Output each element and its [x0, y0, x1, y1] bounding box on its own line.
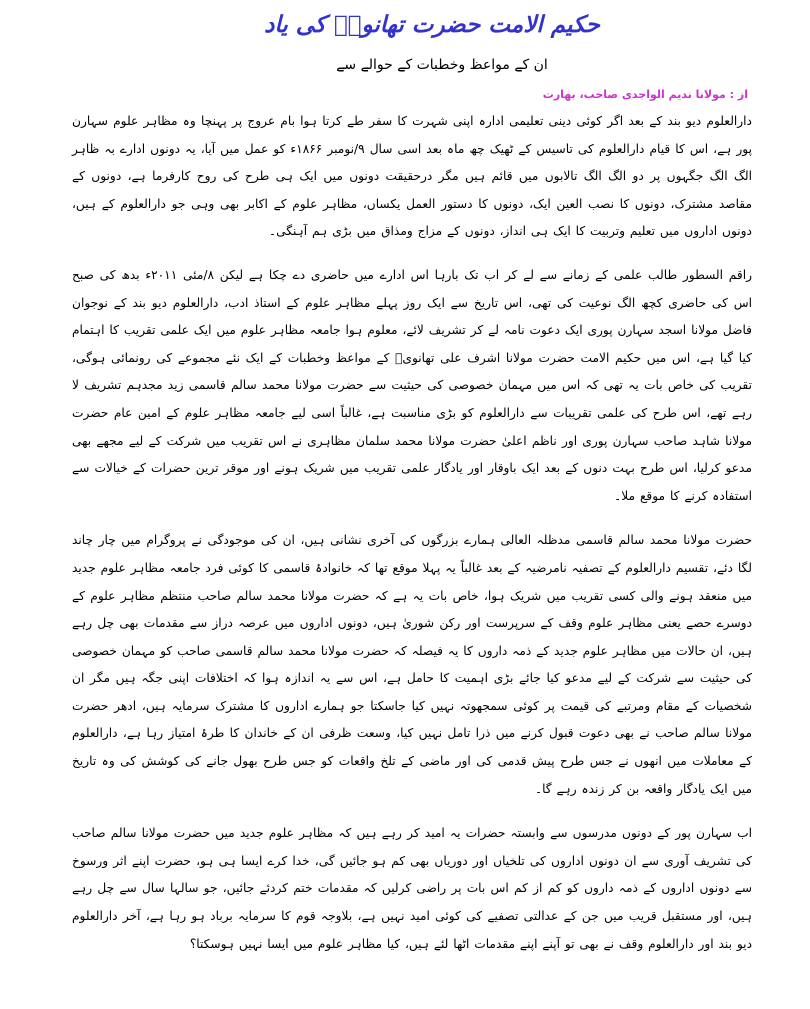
paragraph-1: دارالعلوم دیو بند کے بعد اگر کوئی دینی تعلیمی ادارہ اپنی شہرت کا سفر طے کرتا ہوا بام عروج پر پہنچا وہ مظاہر علوم سہارن پور ہے، اس کا قیام دارالعلوم کی تاسیس کے ٹھیک چھ ماہ بعد اسی سال ۹/نومبر ۱۸۶۶ء کو عمل میں آیا، یہ دونوں ادارے بہ ظاہر الگ الگ جگہوں پر دو الگ الگ تالابوں میں قائم ہیں مگر درحقیقت دونوں میں ایک ہی طرح کی روح کارفرما ہے، دونوں کے مقاصد مشترک، دونوں کا نصب العین ایک، دونوں کا دستور العمل یکساں، مظاہر علوم کے اکابر بھی وہی جو دارالعلوم کے ہیں، دونوں اداروں میں تعلیم وتربیت کا ایک ہی انداز، دونوں کے مزاج ومذاق میں بڑی ہم آہنگی۔: [72, 114, 752, 239]
article-body: [72, 108, 752, 958]
author-byline: از : مولانا ندیم الواجدی صاحب، بھارت: [542, 88, 748, 101]
paragraph-3: حضرت مولانا محمد سالم قاسمی مدظلہ العالی ہمارے بزرگوں کی آخری نشانی ہیں، ان کی موجودگی نے پروگرام میں چار چاند لگا دئے، تقسیم دارالعلوم کے تصفیہ نامرضیہ کے بعد غالباً یہ پہلا موقع تھا کہ خانوادۂ قاسمی کا کوئی فرد جامعہ مظاہر علوم جدید میں منعقد ہونے والی کسی تقریب میں شریک ہوا، خاص بات یہ ہے کہ حضرت مولانا محمد سالم صاحب منتظم مظاہر علوم کے دوسرے حصے یعنی مظاہر علوم وقف کے سرپرست اور رکن شوریٰ ہیں، دونوں اداروں میں عرصہ دراز سے مقدمات بھی چل رہے ہیں، ان حالات میں مظاہر علوم جدید کے ذمہ داروں کا یہ فیصلہ کہ حضرت مولانا محمد سالم قاسمی صاحب کو مہمان خصوصی کی حیثیت سے شرکت کے لیے مدعو کیا جائے بڑی اہمیت کا حامل ہے، اس سے یہ اندازہ ہوا کہ اختلافات اپنی جگہ ہیں مگر ان شخصیات کے مقام ومرتبے کی قیمت پر کوئی سمجھوتہ نہیں کیا جاسکتا جو ہمارے اداروں کا مشترک سرمایہ ہیں، ادھر حضرت مولانا سالم صاحب نے بھی دعوت قبول کرنے میں ذرا تامل نہیں کیا، وسعت ظرفی ان کے خاندان کا طرۂ امتیاز رہا ہے، دارالعلوم کے معاملات میں انھوں نے جس طرح پیش قدمی کی اور ماضی کے تلخ واقعات کو جس طرح بھول جانے کی کوشش کی وہ تاریخ میں ایک یادگار واقعہ بن کر زندہ رہے گا۔: [72, 533, 752, 796]
paragraph-2: راقم السطور طالب علمی کے زمانے سے لے کر اب تک بارہا اس ادارے میں حاضری دے چکا ہے لیکن ۸/مئی ۲۰۱۱ء بدھ کی صبح اس کی حاضری کچھ الگ نوعیت کی تھی، اس تاریخ سے ایک روز پہلے مظاہر علوم کے استاذ ادب، دارالعلوم دیو بند کے نوجوان فاضل مولانا اسجد سہارن پوری ایک دعوت نامہ لے کر تشریف لائے، معلوم ہوا جامعہ مظاہر علوم میں ایک علمی تقریب کا اہتمام کیا گیا ہے، اس میں حکیم الامت حضرت مولانا اشرف علی تھانویؒ کے مواعظ وخطبات کے ایک نئے مجموعے کی رونمائی ہوگی، تقریب کی خاص بات یہ تھی کہ اس میں مہمان خصوصی کی حیثیت سے حضرت مولانا محمد سالم قاسمی زید مجدہم تشریف لا رہے تھے، اس طرح کی علمی تقریبات سے دارالعلوم کو بڑی مناسبت ہے، غالباً اسی لیے جامعہ مظاہر علوم کے امین عام حضرت مولانا شاہد صاحب سہارن پوری اور ناظم اعلیٰ حضرت مولانا محمد سلمان مظاہری نے اس تقریب میں شرکت کے لیے مجھے بھی مدعو کرلیا، اس طرح بہت دنوں کے بعد ایک باوقار اور یادگار علمی تقریب میں شریک ہونے اور موقر ترین حضرات کے خیالات سے استفادہ کرنے کا موقع ملا۔: [72, 267, 752, 503]
article-title: حکیم الامت حضرت تھانویؒ کی یاد: [264, 11, 600, 38]
article-subtitle: ان کے مواعظ وخطبات کے حوالے سے: [336, 57, 548, 73]
paragraph-4: اب سہارن پور کے دونوں مدرسوں سے وابستہ حضرات یہ امید کر رہے ہیں کہ مظاہر علوم جدید میں حضرت مولانا سالم صاحب کی تشریف آوری سے ان دونوں اداروں کی تلخیاں اور دوریاں بھی کم ہو جائیں گی، خدا کرے ایسا ہی ہو، حضرت اپنے اثر ورسوخ سے دونوں اداروں کے ذمہ داروں کو کم از کم اس بات پر راضی کرلیں کہ مقدمات ختم کردئے جائیں، جو سالہا سال سے چل رہے ہیں، اور مستقبل قریب میں جن کے عدالتی تصفیے کی کوئی امید نہیں ہے، بلاوجہ قوم کا سرمایہ برباد ہو رہا ہے، آخر دارالعلوم دیو بند اور دارالعلوم وقف نے بھی تو آپنے اپنے مقدمات اٹھا لئے ہیں، کیا مظاہر علوم میں ایسا نہیں ہوسکتا؟: [72, 826, 752, 951]
